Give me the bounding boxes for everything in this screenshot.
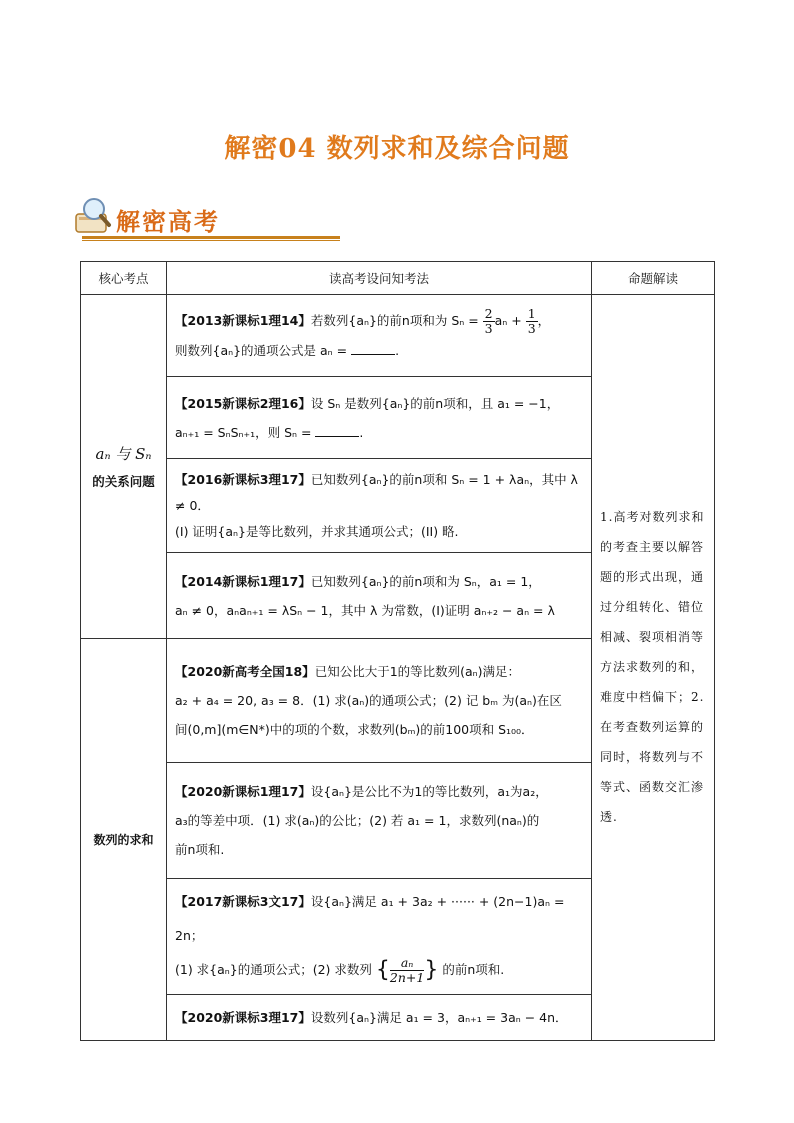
question-6 xyxy=(167,763,592,879)
answer-blank xyxy=(351,340,395,355)
topic-an-sn-sub: 的关系问题 xyxy=(92,474,155,489)
question-1: 【2013新课标1理14】若数列{aₙ}的前n项和为 Sₙ = $\frac{2}{3}$ aₙ + $\frac{1}{3}$ ， 则数列{aₙ}的通项公式是 aₙ = . xyxy=(167,295,592,377)
magnifier-book-icon xyxy=(72,196,116,238)
question-source: 【2015新课标2理16】 xyxy=(175,395,311,411)
fraction: $\frac{1}{3}$ xyxy=(527,306,536,336)
question-text: a₃的等差中项．(1) 求(aₙ)的公比；(2) 若 a₁ = 1，求数列(naₙ)的 xyxy=(175,813,540,828)
banner-text: 解密高考 xyxy=(116,207,220,236)
question-source: 【2014新课标1理17】 xyxy=(175,573,311,589)
question-source: 【2013新课标1理14】 xyxy=(175,313,311,328)
header-core-topic: 核心考点 xyxy=(81,262,167,295)
question-4 xyxy=(167,553,592,639)
table-row xyxy=(81,295,715,377)
topic-sequence-sum xyxy=(81,639,167,1041)
header-interpretation: 命题解读 xyxy=(592,262,715,295)
question-text: 设{aₙ}满足 a₁ + 3a₂ + ······ + (2n−1)aₙ = 2n； xyxy=(175,894,565,943)
question-5 xyxy=(167,639,592,763)
question-source: 【2020新高考全国18】 xyxy=(175,664,315,679)
question-7: 【2017新课标3文17】设{aₙ}满足 a₁ + 3a₂ + ······ + (2n−1)aₙ = 2n； (1) 求{aₙ}的通项公式；(2) 求数列 { $\frac{\text{aₙ}}{2n+1}$ } 的前n项和. xyxy=(167,879,592,995)
question-text: 设{aₙ}是公比不为1的等比数列，a₁为a₂， xyxy=(310,784,548,799)
question-text: aₙ ≠ 0，aₙaₙ₊₁ = λSₙ − 1，其中 λ 为常数，(I)证明 aₙ₊₂ − aₙ = λ xyxy=(175,602,555,618)
table-header-row xyxy=(81,262,715,295)
question-source: 【2017新课标3文17】 xyxy=(175,894,311,909)
question-8 xyxy=(167,994,592,1040)
question-text: 已知公比大于1的等比数列(aₙ)满足： xyxy=(314,664,521,679)
answer-blank xyxy=(315,422,359,437)
question-text: . xyxy=(359,424,364,440)
question-text: 已知数列{aₙ}的前n项和为 Sₙ，a₁ = 1， xyxy=(310,573,541,589)
question-text: 若数列{aₙ}的前n项和为 Sₙ = xyxy=(310,313,483,328)
question-text: aₙ + xyxy=(494,313,526,328)
question-source: 【2020新课标3理17】 xyxy=(175,1009,311,1025)
question-text: . xyxy=(395,343,400,358)
exam-table xyxy=(80,261,715,1041)
question-text: aₙ₊₁ = SₙSₙ₊₁，则 Sₙ = xyxy=(175,424,316,440)
question-source: 【2016新课标3理17】 xyxy=(175,471,311,487)
question-text: 设 Sₙ 是数列{aₙ}的前n项和，且 a₁ = −1， xyxy=(310,395,560,411)
question-2 xyxy=(167,377,592,459)
interpretation-note: 1.高考对数列求和的考查主要以解答题的形式出现，通过分组转化、错位相减、裂项相消等方法求数列的和，难度中档偏下；2.在考查数列运算的同时，将数列与不等式、函数交汇渗透. xyxy=(592,295,715,1041)
section-banner xyxy=(72,196,272,246)
question-source: 【2020新课标1理17】 xyxy=(175,784,311,799)
topic-sequence-sum-label: 数列的求和 xyxy=(93,832,154,847)
fraction: $\frac{\text{aₙ}}{2n+1}$ xyxy=(389,955,425,985)
question-text: 已知数列{aₙ}的前n项和 Sₙ = 1 + λaₙ，其中 λ ≠ 0． xyxy=(175,471,578,513)
banner-rule xyxy=(82,236,340,239)
question-text: 间(0,m](m∈N*)中的项的个数，求数列(bₘ)的前100项和 S₁₀₀． xyxy=(175,722,534,737)
question-text: (1) 求{aₙ}的通项公式；(2) 求数列 xyxy=(175,962,372,977)
fraction: $\frac{2}{3}$ xyxy=(484,306,493,336)
header-questions: 读高考设问知考法 xyxy=(167,262,592,295)
question-text: 设数列{aₙ}满足 a₁ = 3，aₙ₊₁ = 3aₙ − 4n． xyxy=(310,1009,568,1025)
question-text: 前n项和. xyxy=(175,842,225,857)
question-text: (I) 证明{aₙ}是等比数列，并求其通项公式；(II) 略. xyxy=(175,523,459,539)
question-text: 则数列{aₙ}的通项公式是 aₙ = xyxy=(175,343,352,358)
topic-an-sn xyxy=(81,295,167,639)
question-text: 的前n项和. xyxy=(442,962,505,977)
question-text: a₂ + a₄ = 20, a₃ = 8．(1) 求(aₙ)的通项公式；(2) 记 bₘ 为(aₙ)在区 xyxy=(175,693,562,708)
banner-rule-thin xyxy=(82,240,340,241)
question-3 xyxy=(167,459,592,553)
page-title: 解密04 数列求和及综合问题 xyxy=(224,134,570,164)
topic-an-sn-main: aₙ 与 Sₙ xyxy=(95,445,152,463)
